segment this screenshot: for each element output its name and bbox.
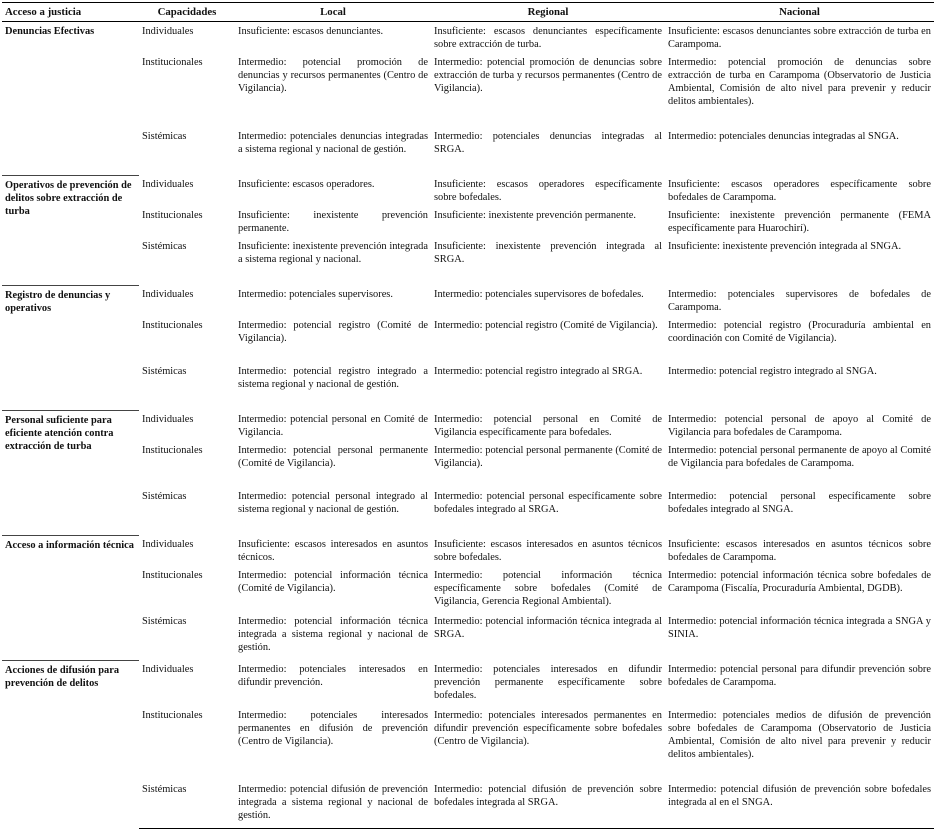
nacional-cell: Intermedio: potencial personal específicamente sobre bofedales integrado al SNGA. — [668, 491, 931, 515]
nacional-cell: Insuficiente: inexistente prevención integrada al SNGA. — [668, 241, 902, 252]
local-cell: Intermedio: potenciales supervisores. — [238, 289, 393, 300]
nacional-cell: Intermedio: potencial personal permanente de apoyo al Comité de Vigilancia para bofedales de Carampoma. — [668, 445, 931, 469]
header-local: Local — [235, 3, 431, 22]
local-cell: Intermedio: potenciales interesados permanentes en difusión de prevención (Centro de Vigilancia). — [238, 710, 428, 747]
nacional-cell: Intermedio: potencial información técnica sobre bofedales de Carampoma (Fiscalía, Procuraduría Ambiental, DGDB). — [668, 570, 931, 594]
regional-cell: Insuficiente: inexistente prevención permanente. — [434, 210, 636, 221]
local-cell: Intermedio: potencial información técnica (Comité de Vigilancia). — [238, 570, 428, 594]
local-cell: Intermedio: potencial personal integrado al sistema regional y nacional de gestión. — [238, 491, 428, 515]
table-row — [2, 489, 934, 535]
capacity-cell: Sistémicas — [142, 491, 187, 502]
capacity-cell: Sistémicas — [142, 241, 187, 252]
header-capacidades: Capacidades — [139, 3, 235, 22]
regional-cell: Intermedio: potenciales interesados en difundir prevención permanente específicamente sobre bofedales. — [434, 664, 662, 701]
nacional-cell: Intermedio: potencial registro (Procuraduría ambiental en coordinación con Comité de Vigilancia). — [668, 320, 931, 344]
table-row — [2, 410, 934, 443]
nacional-cell: Intermedio: potencial personal para difundir prevención sobre bofedales de Carampoma. — [668, 664, 931, 688]
capacity-cell: Sistémicas — [142, 616, 187, 627]
area-cell: Acceso a información técnica — [2, 535, 139, 660]
nacional-cell: Intermedio: potenciales medios de difusión de prevención sobre bofedales de Carampoma (Observatorio de Justicia Ambiental, Comisión de alto nivel para prevenir y reducir delitos ambientales). — [668, 710, 931, 760]
regional-cell: Intermedio: potencial personal en Comité de Vigilancia específicamente para bofedales. — [434, 414, 662, 438]
local-cell: Intermedio: potenciales interesados en difundir prevención. — [238, 664, 428, 688]
table-row — [2, 285, 934, 318]
nacional-cell: Insuficiente: escasos denunciantes sobre extracción de turba en Carampoma. — [668, 26, 931, 50]
table-row — [2, 239, 934, 285]
table-row — [2, 175, 934, 208]
regional-cell: Intermedio: potencial información técnica integrada al SRGA. — [434, 616, 662, 640]
capacity-cell: Sistémicas — [142, 131, 187, 142]
local-cell: Intermedio: potencial información técnica integrada a sistema regional y nacional de gestión. — [238, 616, 428, 653]
table-row — [2, 660, 934, 708]
capacity-cell: Individuales — [142, 539, 194, 550]
regional-cell: Intermedio: potenciales supervisores de bofedales. — [434, 289, 644, 300]
capacity-cell: Institucionales — [142, 570, 203, 581]
capacity-cell: Institucionales — [142, 710, 203, 721]
area-cell: Acciones de difusión para prevención de delitos — [2, 660, 139, 829]
regional-cell: Insuficiente: escasos operadores específicamente sobre bofedales. — [434, 179, 662, 203]
header-regional: Regional — [431, 3, 665, 22]
capacity-cell: Individuales — [142, 289, 194, 300]
table-row — [2, 318, 934, 364]
table-row — [2, 568, 934, 614]
local-cell: Insuficiente: escasos operadores. — [238, 179, 375, 190]
capacity-cell: Individuales — [142, 179, 194, 190]
regional-cell: Intermedio: potencial información técnica específicamente sobre bofedales (Comité de Vigilancia, Gerencia Regional Ambiental). — [434, 570, 662, 607]
table-row — [2, 535, 934, 568]
area-cell: Denuncias Efectivas — [2, 22, 139, 176]
local-cell: Intermedio: potencial difusión de prevención integrada a sistema regional y nacional de gestión. — [235, 782, 431, 829]
table-row — [2, 614, 934, 660]
table-row — [2, 708, 934, 782]
capacity-cell: Institucionales — [142, 57, 203, 68]
capacity-cell: Individuales — [142, 664, 194, 675]
regional-cell: Intermedio: potenciales denuncias integradas al SRGA. — [434, 131, 662, 155]
nacional-cell: Intermedio: potenciales denuncias integradas al SNGA. — [668, 131, 899, 142]
nacional-cell: Intermedio: potencial difusión de prevención sobre bofedales integrada al en el SNGA. — [665, 782, 934, 829]
capacity-cell: Institucionales — [142, 320, 203, 331]
area-cell: Registro de denuncias y operativos — [2, 285, 139, 410]
area-cell: Operativos de prevención de delitos sobre extracción de turba — [2, 175, 139, 285]
nacional-cell: Intermedio: potencial registro integrado al SNGA. — [668, 366, 877, 377]
area-cell: Personal suficiente para eficiente atención contra extracción de turba — [2, 410, 139, 535]
table-row — [2, 22, 934, 56]
local-cell: Intermedio: potencial registro integrado a sistema regional y nacional de gestión. — [238, 366, 428, 390]
capacity-cell: Institucionales — [142, 210, 203, 221]
regional-cell: Insuficiente: escasos denunciantes específicamente sobre extracción de turba. — [434, 26, 662, 50]
local-cell: Insuficiente: inexistente prevención integrada a sistema regional y nacional. — [238, 241, 428, 265]
regional-cell: Intermedio: potencial personal permanente (Comité de Vigilancia). — [434, 445, 662, 469]
local-cell: Insuficiente: escasos denunciantes. — [238, 26, 384, 37]
table-row — [2, 129, 934, 175]
nacional-cell: Intermedio: potencial personal de apoyo al Comité de Vigilancia para bofedales de Carampoma. — [668, 414, 931, 438]
nacional-cell: Insuficiente: escasos operadores específicamente sobre bofedales de Carampoma. — [668, 179, 931, 203]
capacity-cell: Institucionales — [142, 445, 203, 456]
capacity-cell: Individuales — [142, 414, 194, 425]
local-cell: Intermedio: potencial personal en Comité de Vigilancia. — [238, 414, 428, 438]
local-cell: Intermedio: potencial registro (Comité de Vigilancia). — [238, 320, 428, 344]
table-row — [2, 443, 934, 489]
regional-cell: Intermedio: potencial personal específicamente sobre bofedales integrado al SRGA. — [434, 491, 662, 515]
regional-cell: Intermedio: potencial registro integrado al SRGA. — [434, 366, 643, 377]
regional-cell: Intermedio: potencial promoción de denuncias sobre extracción de turba y recursos permanentes (Centro de Vigilancia). — [434, 57, 662, 94]
nacional-cell: Intermedio: potencial información técnica integrada a SNGA y SINIA. — [668, 616, 931, 640]
local-cell: Intermedio: potencial promoción de denuncias y recursos permanentes (Centro de Vigilancia). — [238, 57, 428, 94]
table-row — [2, 208, 934, 239]
local-cell: Intermedio: potencial personal permanente (Comité de Vigilancia). — [238, 445, 428, 469]
regional-cell: Intermedio: potencial difusión de prevención sobre bofedales integrada al SRGA. — [431, 782, 665, 829]
local-cell: Intermedio: potenciales denuncias integradas a sistema regional y nacional de gestión. — [238, 131, 428, 155]
regional-cell: Intermedio: potenciales interesados permanentes en difundir prevención específicamente sobre bofedales (Centro de Vigilancia). — [434, 710, 662, 747]
header-acceso: Acceso a justicia — [2, 3, 139, 22]
capacity-cell: Sistémicas — [139, 782, 235, 829]
header-row — [2, 3, 934, 22]
nacional-cell: Insuficiente: escasos interesados en asuntos técnicos sobre bofedales de Carampoma. — [668, 539, 931, 563]
nacional-cell: Intermedio: potencial promoción de denuncias sobre extracción de turba en Carampoma (Observatorio de Justicia Ambiental, Comisión de alto nivel para prevenir y reducir delitos ambientales). — [668, 57, 931, 107]
nacional-cell: Intermedio: potenciales supervisores de bofedales de Carampoma. — [668, 289, 931, 313]
local-cell: Insuficiente: escasos interesados en asuntos técnicos. — [238, 539, 428, 563]
capacity-cell: Individuales — [142, 26, 194, 37]
table-row — [2, 55, 934, 129]
table-row — [2, 364, 934, 410]
header-nacional: Nacional — [665, 3, 934, 22]
regional-cell: Insuficiente: inexistente prevención integrada al SRGA. — [434, 241, 662, 265]
regional-cell: Insuficiente: escasos interesados en asuntos técnicos sobre bofedales. — [434, 539, 662, 563]
capacities-table — [2, 2, 934, 829]
nacional-cell: Insuficiente: inexistente prevención permanente (FEMA específicamente para Huarochirí). — [668, 210, 931, 234]
table-row — [2, 782, 934, 829]
capacity-cell: Sistémicas — [142, 366, 187, 377]
local-cell: Insuficiente: inexistente prevención permanente. — [238, 210, 428, 234]
regional-cell: Intermedio: potencial registro (Comité de Vigilancia). — [434, 320, 658, 331]
